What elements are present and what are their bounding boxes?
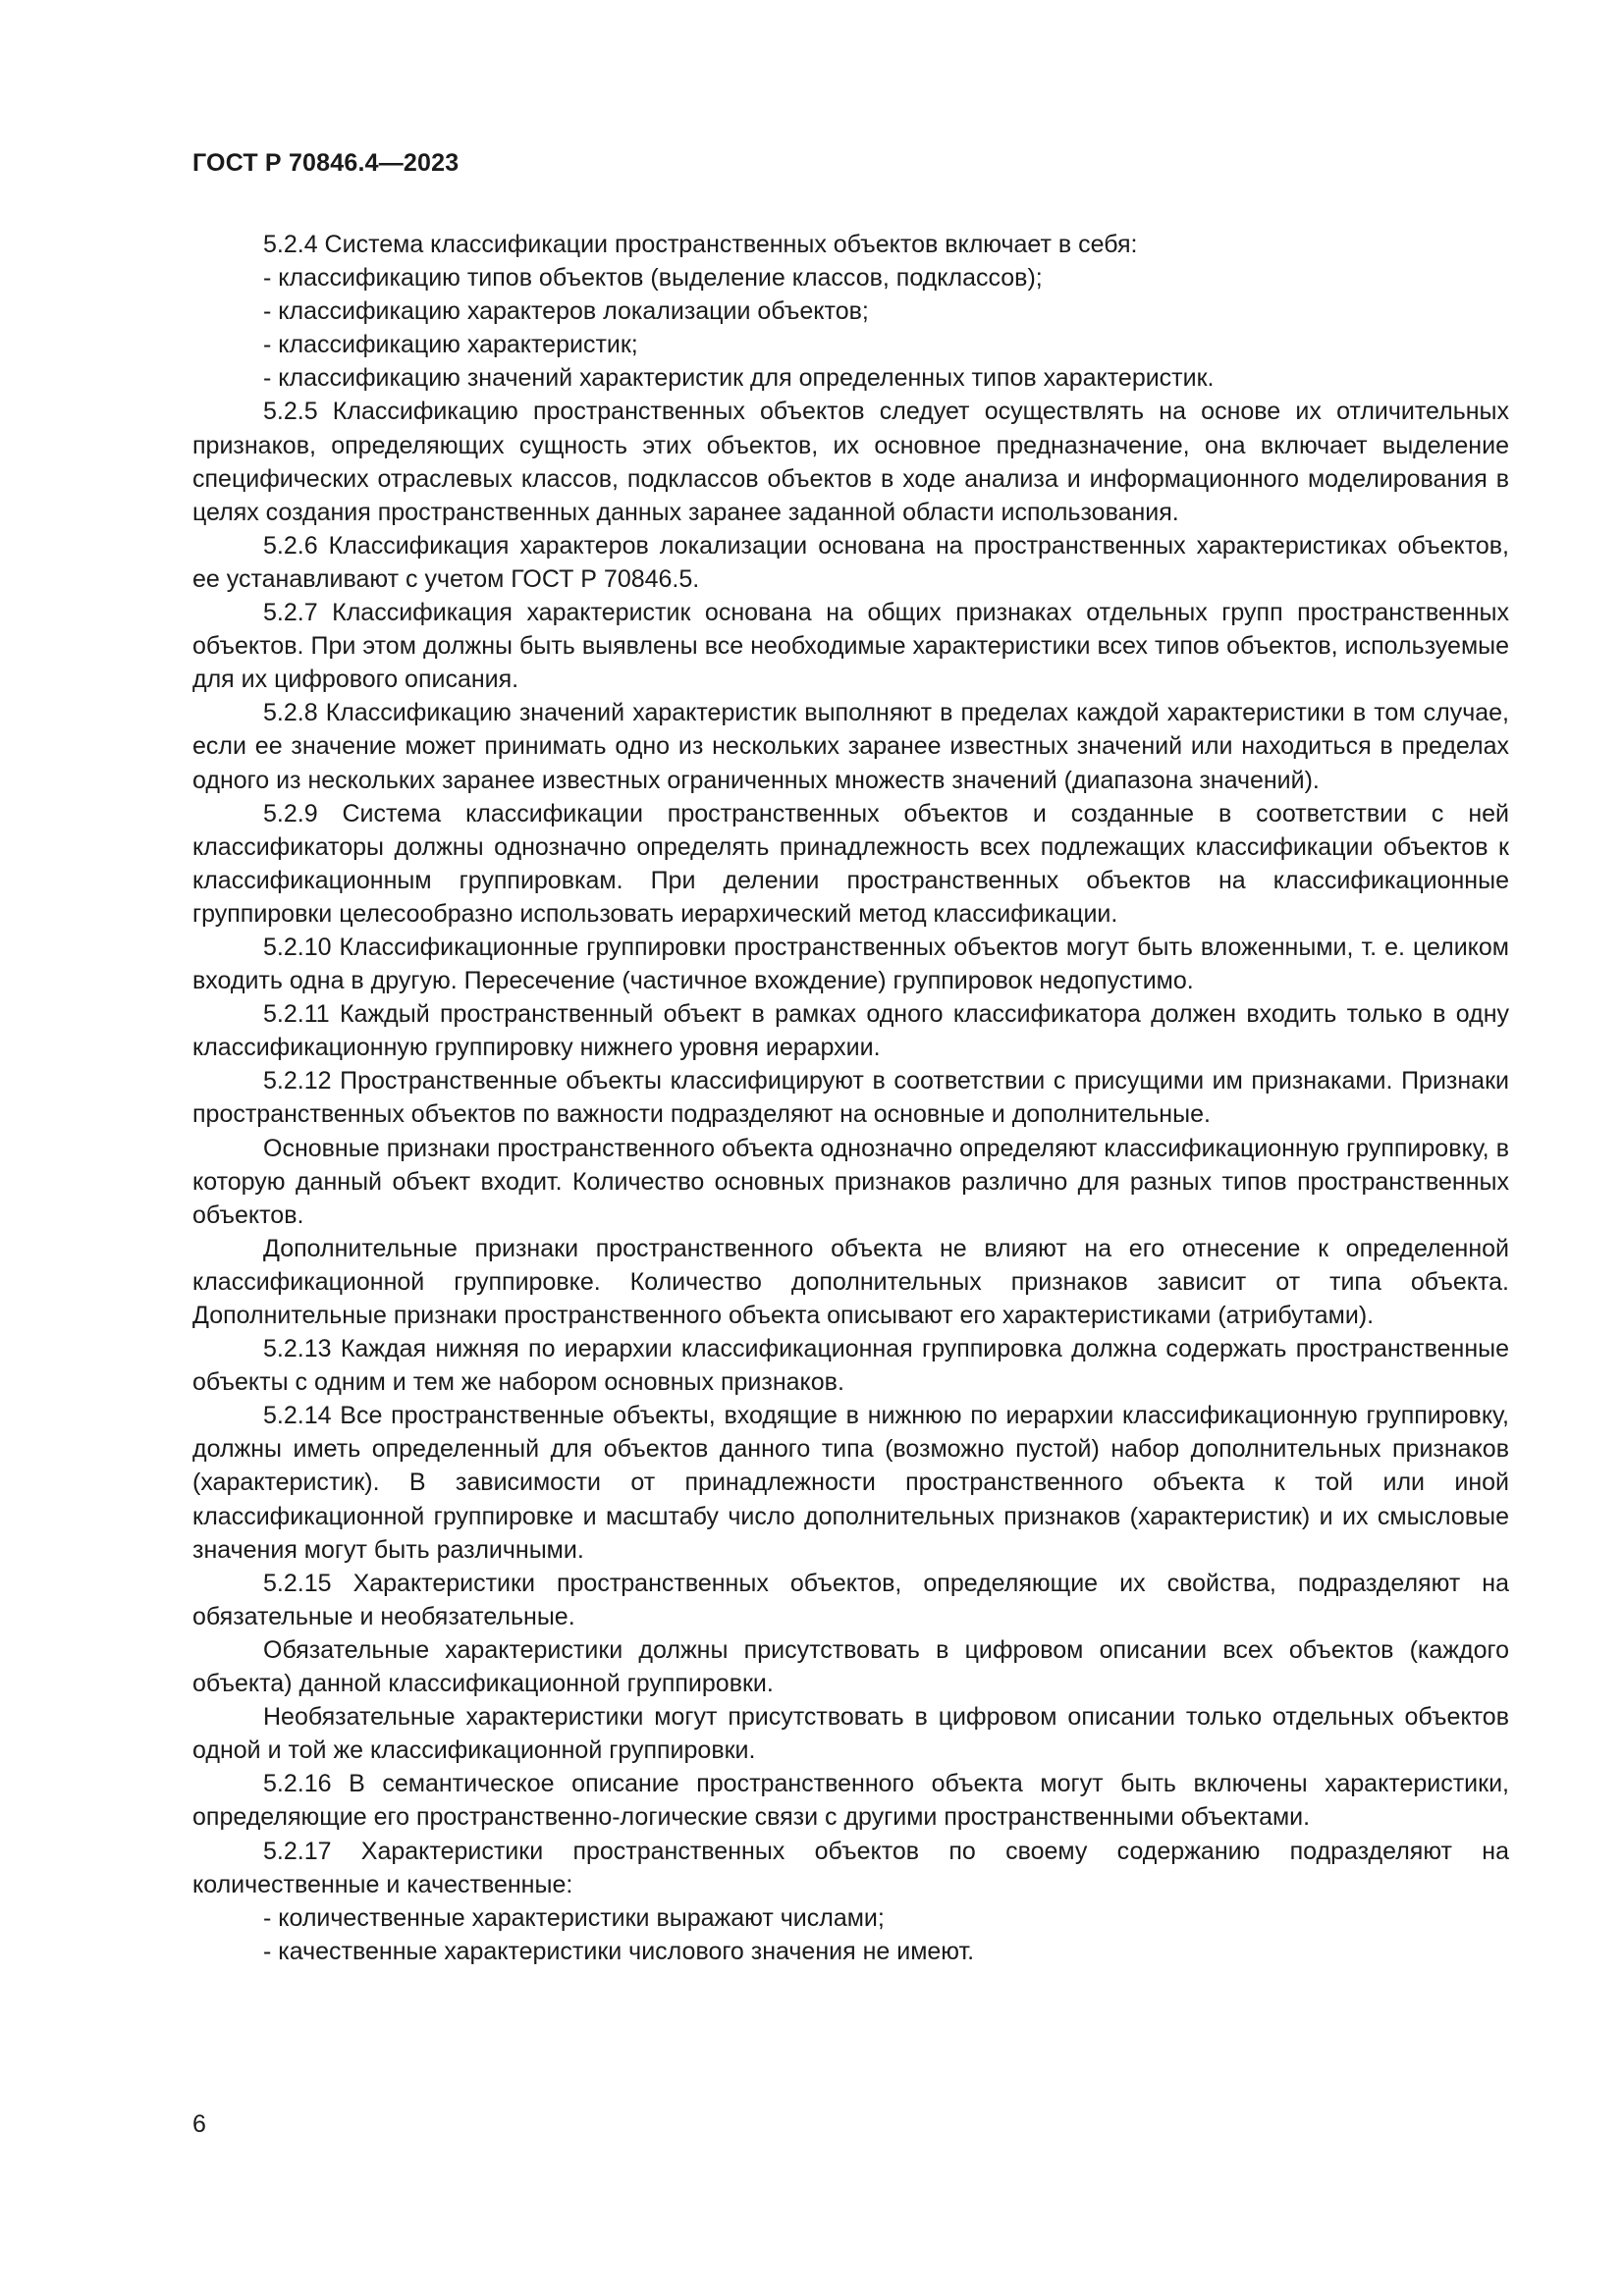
- list-item: - качественные характеристики числового значения не имеют.: [263, 1937, 975, 1965]
- list-item: - классификацию типов объектов (выделение классов, подклассов);: [263, 264, 1043, 293]
- list-item: - количественные характеристики выражают числами;: [263, 1903, 885, 1932]
- paragraph-5-2-10: 5.2.10 Классификационные группировки пространственных объектов могут быть вложенными, т. е. целиком входить одна в другую. Пересечение (частичное вхождение) группировок недопустимо.: [192, 933, 1509, 995]
- paragraph-5-2-11: 5.2.11 Каждый пространственный объект в рамках одного классификатора должен входить только в одну классификационную группировку нижнего уровня иерархии.: [192, 1000, 1509, 1062]
- paragraph-optional-characteristics: Необязательные характеристики могут присутствовать в цифровом описании только отдельных объектов одной и той же классификационной группировки.: [192, 1703, 1509, 1765]
- paragraph-5-2-6: 5.2.6 Классификация характеров локализации основана на пространственных характеристиках объектов, ее устанавливают с учетом ГОСТ Р 70846.5.: [192, 531, 1509, 593]
- paragraph-main-features: Основные признаки пространственного объекта однозначно определяют классификационную группировку, в которую данный объект входит. Количество основных признаков различно для разных типов пространственных объектов.: [192, 1134, 1509, 1229]
- paragraph-5-2-16: 5.2.16 В семантическое описание пространственного объекта могут быть включены характеристики, определяющие его пространственно-логические связи с другими пространственными объектами.: [192, 1770, 1509, 1832]
- paragraph-5-2-14: 5.2.14 Все пространственные объекты, входящие в нижнюю по иерархии классификационную группировку, должны иметь определенный для объектов данного типа (возможно пустой) набор дополнительных признаков (характеристик). В зависимости от принадлежности пространственного объекта к той или иной классификационной группировке и масштабу число дополнительных признаков (характеристик) и их смысловые значения могут быть различными.: [192, 1402, 1509, 1564]
- paragraph-5-2-15: 5.2.15 Характеристики пространственных объектов, определяющие их свойства, подразделяют на обязательные и необязательные.: [192, 1569, 1509, 1630]
- paragraph-5-2-13: 5.2.13 Каждая нижняя по иерархии классификационная группировка должна содержать пространственные объекты с одним и тем же набором основных признаков.: [192, 1335, 1509, 1397]
- list-item: - классификацию значений характеристик для определенных типов характеристик.: [263, 364, 1215, 393]
- paragraph-5-2-7: 5.2.7 Классификация характеристик основана на общих признаках отдельных групп пространственных объектов. При этом должны быть выявлены все необходимые характеристики всех типов объектов, используемые для их цифрового описания.: [192, 599, 1509, 694]
- page-number: 6: [192, 2110, 206, 2138]
- list-item: - классификацию характеров локализации объектов;: [263, 297, 869, 326]
- paragraph-additional-features: Дополнительные признаки пространственного объекта не влияют на его отнесение к определенной классификационной группировке. Количество дополнительных признаков зависит от типа объекта. Дополнительные признаки пространственного объекта описывают его характеристиками (атрибутами).: [192, 1234, 1509, 1329]
- paragraph-5-2-12: 5.2.12 Пространственные объекты классифицируют в соответствии с присущими им признаками. Признаки пространственных объектов по важности подразделяют на основные и дополнительные.: [192, 1067, 1509, 1129]
- document-header-title: ГОСТ Р 70846.4—2023: [192, 149, 460, 177]
- paragraph-5-2-4: 5.2.4 Система классификации пространственных объектов включает в себя:: [263, 231, 1138, 258]
- paragraph-5-2-8: 5.2.8 Классификацию значений характеристик выполняют в пределах каждой характеристики в том случае, если ее значение может принимать одно из нескольких заранее известных значений или находиться в пределах одного из нескольких заранее известных ограниченных множеств значений (диапазона значений).: [192, 699, 1509, 794]
- paragraph-5-2-17: 5.2.17 Характеристики пространственных объектов по своему содержанию подразделяют на количественные и качественные:: [192, 1837, 1509, 1898]
- list-item: - классификацию характеристик;: [263, 331, 638, 359]
- paragraph-mandatory-characteristics: Обязательные характеристики должны присутствовать в цифровом описании всех объектов (каждого объекта) данной классификационной группировки.: [192, 1635, 1509, 1698]
- paragraph-5-2-9: 5.2.9 Система классификации пространственных объектов и созданные в соответствии с ней классификаторы должны однозначно определять принадлежность всех подлежащих классификации объектов к классификационным группировкам. При делении пространственных объектов на классификационные группировки целесообразно использовать иерархический метод классификации.: [192, 799, 1509, 928]
- paragraph-5-2-5: 5.2.5 Классификацию пространственных объектов следует осуществлять на основе их отличительных признаков, определяющих сущность этих объектов, их основное предназначение, она включает выделение специфических отраслевых классов, подклассов объектов в ходе анализа и информационного моделирования в целях создания пространственных данных заранее заданной области использования.: [192, 398, 1509, 526]
- document-body: [192, 228, 1509, 1968]
